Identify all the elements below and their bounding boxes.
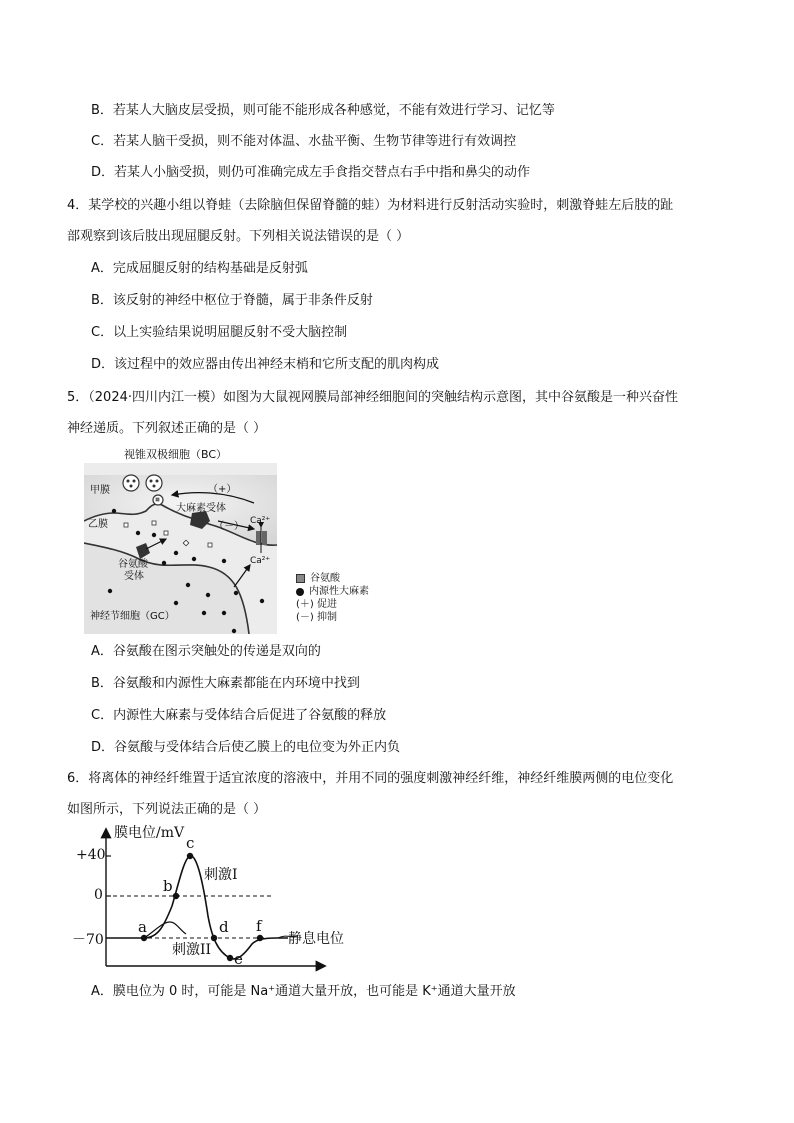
resting-label: 静息电位 (288, 931, 344, 947)
synapse-figure (84, 448, 277, 634)
cannabinoid-swatch (296, 588, 304, 596)
tick-plus40: +40 (76, 847, 106, 863)
q4-option-d: D．该过程中的效应器由传出神经末梢和它所支配的肌肉构成 (91, 357, 440, 372)
q6-stem-line1: 6．将离体的神经纤维置于适宜浓度的溶液中，并用不同的强度刺激神经纤维，神经纤维膜两侧的电位变化 (67, 771, 674, 786)
q4-option-c: C．以上实验结果说明屈腿反射不受大脑控制 (91, 325, 348, 340)
glutamate-receptor-label-1: 谷氨酸 (118, 559, 148, 570)
point-c-dot (187, 853, 193, 859)
membrane-b-label: 乙膜 (88, 519, 108, 530)
glutamate-receptor-label-2: 受体 (124, 571, 144, 582)
inhibit-sign: （－） (214, 521, 244, 532)
stim1-label: 刺激I (204, 867, 238, 883)
synapse-legend (296, 572, 369, 624)
q4-stem-line2: 部观察到该后肢出现屈腿反射。下列相关说法错误的是（ ） (67, 229, 410, 244)
tick-0: 0 (94, 887, 103, 903)
q5-stem-line2: 神经递质。下列叙述正确的是（ ） (67, 421, 267, 436)
point-f-label: f (256, 917, 262, 935)
q3-option-c: C．若某人脑干受损，则不能对体温、水盐平衡、生物节律等进行有效调控 (91, 134, 517, 149)
q4-option-a: A．完成屈腿反射的结构基础是反射弧 (91, 261, 308, 276)
calcium-channel (256, 531, 261, 545)
membrane-a-label: 甲膜 (90, 485, 110, 496)
q4-option-b: B．该反射的神经中枢位于脊髓，属于非条件反射 (91, 293, 373, 308)
stim2-curve (144, 922, 186, 938)
q4-stem-line1: 4．某学校的兴趣小组以脊蛙（去除脑但保留脊髓的蛙）为材料进行反射活动实验时，刺激脊蛙左后肢的趾 (67, 198, 674, 213)
q3-option-b: B．若某人大脑皮层受损，则可能不能形成各种感觉，不能有效进行学习、记忆等 (91, 103, 555, 118)
q5-option-a: A．谷氨酸在图示突触处的传递是双向的 (91, 644, 321, 659)
legend-cannabinoid: 内源性大麻素 (296, 585, 369, 598)
q6-stem-line2: 如图所示，下列说法正确的是（ ） (67, 802, 267, 817)
q5-option-b: B．谷氨酸和内源性大麻素都能在内环境中找到 (91, 676, 360, 691)
legend-inhibit: (－) 抑制 (296, 612, 337, 623)
gc-label: 神经节细胞（GC） (90, 611, 175, 622)
point-e-dot (227, 955, 233, 961)
tick-minus70: －70 (72, 932, 104, 948)
cannabinoid-receptor-label: 大麻素受体 (176, 503, 226, 514)
q5-option-d: D．谷氨酸与受体结合后使乙膜上的电位变为外正内负 (91, 740, 401, 755)
membrane-potential-graph (66, 826, 366, 976)
ca-top-label: Ca²⁺ (250, 516, 271, 526)
ca-bottom-label: Ca²⁺ (250, 556, 271, 566)
point-d-label: d (219, 918, 229, 936)
synapse-diagram (84, 463, 277, 634)
promote-sign: （+） (208, 484, 237, 495)
point-e-label: e (234, 950, 243, 968)
glutamate-swatch (296, 574, 305, 583)
potential-graph-svg (66, 826, 366, 976)
point-b-dot (173, 893, 179, 899)
q3-option-d: D．若某人小脑受损，则仍可准确完成左手食指交替点右手中指和鼻尖的动作 (91, 165, 531, 180)
point-d-dot (211, 935, 217, 941)
q6-option-a: A．膜电位为 0 时，可能是 Na⁺通道大量开放，也可能是 K⁺通道大量开放 (91, 984, 516, 999)
point-c-label: c (186, 834, 195, 852)
q5-option-c: C．内源性大麻素与受体结合后促进了谷氨酸的释放 (91, 708, 387, 723)
point-f-dot (257, 935, 263, 941)
legend-glutamate: 谷氨酸 (296, 572, 369, 585)
legend-promote: (＋) 促进 (296, 599, 337, 610)
point-b-label: b (163, 877, 173, 895)
stim2-label: 刺激II (172, 942, 212, 958)
bc-label: 视锥双极细胞（BC） (124, 448, 228, 461)
y-axis-label: 膜电位/mV (114, 825, 185, 841)
q5-stem-line1: 5．（2024·四川内江一模）如图为大鼠视网膜局部神经细胞间的突触结构示意图，其中谷氨酸是一种兴奋性 (67, 390, 678, 405)
point-a-label: a (138, 918, 147, 936)
